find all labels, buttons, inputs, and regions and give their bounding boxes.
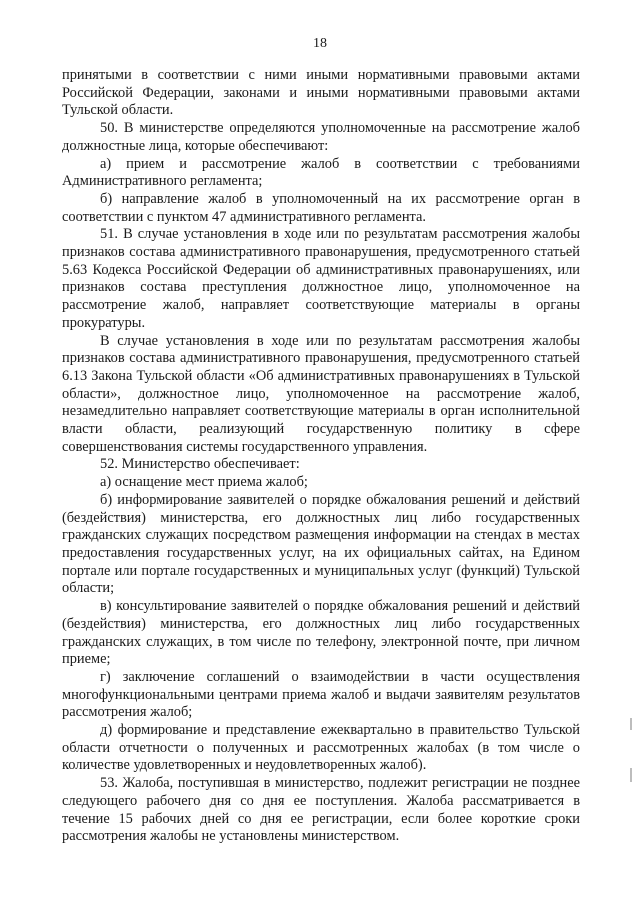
paragraph-clause-50-a: а) прием и рассмотрение жалоб в соответствии с требованиями Административного регламента; — [62, 155, 580, 190]
page-number: 18 — [313, 36, 327, 51]
paragraph-clause-52-e: д) формирование и представление ежеквартально в правительство Тульской области отчетности о полученных и рассмотренных жалобах (в том числе о количестве удовлетворенных и неудовлетворенных жалоб). — [62, 722, 580, 774]
paragraph-continuation: принятыми в соответствии с ними иными нормативными правовыми актами Российской Федерации, законами и иными нормативными правовыми актами Тульской области. — [62, 67, 580, 119]
paragraph-clause-51-cont: В случае установления в ходе или по результатам рассмотрения жалобы признаков состава административного правонарушения, предусмотренного статьей 6.13 Закона Тульской области «Об административных правонарушениях в Тульской области», должностное лицо, уполномоченное на рассмотрение жалоб, незамедлительно направляет соответствующие материалы в орган исполнительной власти области, реализующий государственную политику в сфере совершенствования системы государственного управления. — [62, 332, 580, 455]
scan-artifact-mark — [630, 718, 632, 730]
paragraph-clause-50-b: б) направление жалоб в уполномоченный на их рассмотрение орган в соответствии с пунктом 47 административного регламента. — [62, 190, 580, 225]
paragraph-clause-52-b: б) информирование заявителей о порядке обжалования решений и действий (бездействия) министерства, его должностных лиц либо государственных гражданских служащих посредством размещения информации на стендах в местах предоставления государственных услуг, на их официальных сайтах, на Едином портале или портале государственных и муниципальных услуг (функций) Тульской области; — [62, 491, 580, 597]
paragraph-clause-52-a: а) оснащение мест приема жалоб; — [100, 474, 308, 491]
paragraph-clause-52-d: г) заключение соглашений о взаимодействии в части осуществления многофункциональными центрами приема жалоб и выдачи заявителям результатов рассмотрения жалоб; — [62, 668, 580, 721]
paragraph-clause-53: 53. Жалоба, поступившая в министерство, подлежит регистрации не позднее следующего рабочего дня со дня ее поступления. Жалоба рассматривается в течение 15 рабочих дней со дня ее регистрации, если более короткие сроки рассмотрения жалобы не установлены министерством. — [62, 775, 580, 845]
paragraph-clause-50: 50. В министерстве определяются уполномоченные на рассмотрение жалоб должностные лица, которые обеспечивают: — [62, 120, 580, 154]
document-body — [62, 67, 580, 846]
paragraph-clause-51: 51. В случае установления в ходе или по результатам рассмотрения жалобы признаков состава административного правонарушения, предусмотренного статьей 5.63 Кодекса Российской Федерации об административных правонарушениях, или признаков состава преступления должностное лицо, уполномоченное на рассмотрение жалоб, направляет соответствующие материалы в органы прокуратуры. — [62, 226, 580, 331]
paragraph-clause-52-c: в) консультирование заявителей о порядке обжалования решений и действий (бездействия) министерства, его должностных лиц либо государственных гражданских служащих, в том числе по телефону, электронной почте, при личном приеме; — [62, 598, 580, 668]
scan-artifact-mark — [630, 768, 632, 782]
paragraph-clause-52: 52. Министерство обеспечивает: — [100, 456, 300, 473]
